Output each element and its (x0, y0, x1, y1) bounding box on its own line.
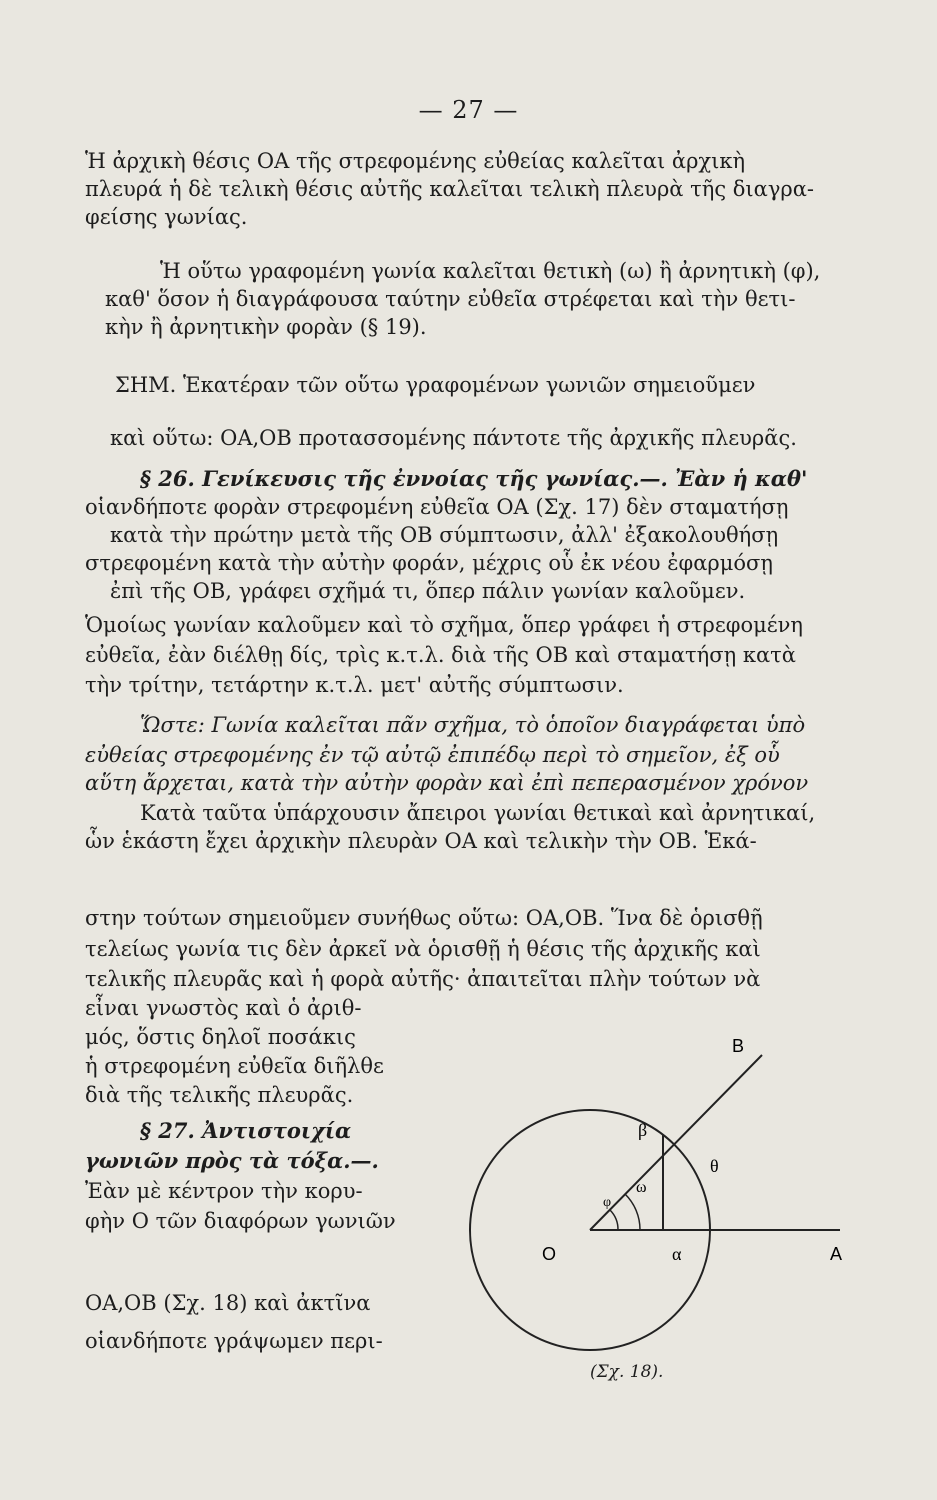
text-line: αὕτη ἄρχεται, κατὰ τὴν αὐτὴν φορὰν καὶ ἐπὶ πεπερασμένον χρόνον (85, 771, 809, 795)
text-line: Ἐὰν μὲ κέντρον τὴν κορυ- (85, 1179, 363, 1203)
arc-omega (625, 1194, 640, 1230)
text-line: στην τούτων σημειοῦμεν συνήθως οὕτω: ΟΑ,ΟΒ. Ἵνα δὲ ὁρισθῇ (85, 906, 763, 930)
label-B: B (732, 1036, 745, 1056)
label-omega: ω (636, 1179, 647, 1196)
label-phi: φ (603, 1195, 612, 1210)
label-alpha: α (672, 1244, 682, 1264)
text-line: γωνιῶν πρὸς τὰ τόξα.—. (85, 1148, 379, 1173)
label-theta: θ (710, 1156, 719, 1176)
line-ob (590, 1055, 762, 1230)
text-line: ΟΑ,ΟΒ (Σχ. 18) καὶ ἀκτῖνα (85, 1291, 371, 1315)
text-line: Ὥστε: Γωνία καλεῖται πᾶν σχῆμα, τὸ ὁποῖον διαγράφεται ὑπὸ (140, 713, 806, 737)
text-line: ἡ στρεφομένη εὐθεῖα διῆλθε (85, 1054, 384, 1078)
label-beta: β (638, 1120, 648, 1140)
text-line: φείσης γωνίας. (85, 205, 248, 229)
text-line: εὐθεῖα, ἐὰν διέλθῃ δίς, τρὶς κ.τ.λ. διὰ τῆς ΟΒ καὶ σταματήσῃ κατὰ (85, 643, 796, 667)
figure-caption: (Σχ. 18). (590, 1362, 664, 1382)
text-line: Κατὰ ταῦτα ὑπάρχουσιν ἄπειροι γωνίαι θετικαὶ καὶ ἀρνητικαί, (140, 801, 816, 825)
text-line: μός, ὅστις δηλοῖ ποσάκις (85, 1025, 356, 1049)
text-line: κατὰ τὴν πρώτην μετὰ τῆς ΟΒ σύμπτωσιν, ἀλλ' ἐξακολουθήσῃ (110, 523, 779, 547)
text-line: Ἡ οὕτω γραφομένη γωνία καλεῖται θετικὴ (ω) ἢ ἀρνητικὴ (φ), (160, 259, 821, 283)
text-line: ἐπὶ τῆς ΟΒ, γράφει σχῆμά τι, ὅπερ πάλιν γωνίαν καλοῦμεν. (110, 579, 746, 603)
text-line: εἶναι γνωστὸς καὶ ὁ ἀριθ- (85, 996, 362, 1020)
text-line: καθ' ὅσον ἡ διαγράφουσα ταύτην εὐθεῖα στρέφεται καὶ τὴν θετι- (105, 287, 796, 311)
text-line: ΣΗΜ. Ἑκατέραν τῶν οὕτω γραφομένων γωνιῶν σημειοῦμεν (115, 373, 756, 397)
text-line: κὴν ἢ ἀρνητικὴν φορὰν (§ 19). (105, 315, 427, 339)
text-line: οἱανδήποτε φορὰν στρεφομένη εὐθεῖα ΟΑ (Σχ. 17) δὲν σταματήσῃ (85, 495, 789, 519)
text-line: πλευρά ἡ δὲ τελικὴ θέσις αὐτῆς καλεῖται τελικὴ πλευρὰ τῆς διαγρα- (85, 177, 815, 201)
text-line: φὴν Ο τῶν διαφόρων γωνιῶν (85, 1209, 396, 1233)
text-line: § 27. Ἀντιστοιχία (140, 1118, 352, 1143)
text-line: τελείως γωνία τις δὲν ἀρκεῖ νὰ ὁρισθῇ ἡ θέσις τῆς ἀρχικῆς καὶ (85, 937, 761, 961)
text-line: Ἡ ἀρχικὴ θέσις ΟΑ τῆς στρεφομένης εὐθείας καλεῖται ἀρχικὴ (85, 149, 746, 173)
text-line: διὰ τῆς τελικῆς πλευρᾶς. (85, 1083, 354, 1107)
label-A: A (830, 1244, 843, 1264)
text-line: § 26. Γενίκευσις τῆς ἐννοίας τῆς γωνίας.—. Ἐὰν ἡ καθ' (140, 466, 808, 491)
page-number: — 27 — (418, 96, 519, 124)
text-line: εὐθείας στρεφομένης ἐν τῷ αὐτῷ ἐπιπέδῳ περὶ τὸ σημεῖον, ἐξ οὗ (85, 743, 780, 767)
text-line: οἱανδήποτε γράψωμεν περι- (85, 1329, 383, 1353)
text-line: Ὁμοίως γωνίαν καλοῦμεν καὶ τὸ σχῆμα, ὅπερ γράφει ἡ στρεφομένη (85, 613, 803, 637)
label-O: O (542, 1244, 557, 1264)
text-line: τελικῆς πλευρᾶς καὶ ἡ φορὰ αὐτῆς· ἀπαιτεῖται πλὴν τούτων νὰ (85, 967, 761, 991)
figure-18 (500, 1036, 880, 1360)
text-line: τὴν τρίτην, τετάρτην κ.τ.λ. μετ' αὐτῆς σύμπτωσιν. (85, 673, 624, 697)
arc-phi (610, 1210, 618, 1230)
text-line: στρεφομένη κατὰ τὴν αὐτὴν φοράν, μέχρις οὗ ἐκ νέου ἐφαρμόσῃ (85, 551, 773, 575)
text-line: καὶ οὕτω: ΟΑ,ΟΒ προτασσομένης πάντοτε τῆς ἀρχικῆς πλευρᾶς. (110, 426, 797, 450)
text-line: ὧν ἑκάστη ἔχει ἀρχικὴν πλευρὰν ΟΑ καὶ τελικὴν τὴν ΟΒ. Ἑκά- (85, 829, 757, 853)
